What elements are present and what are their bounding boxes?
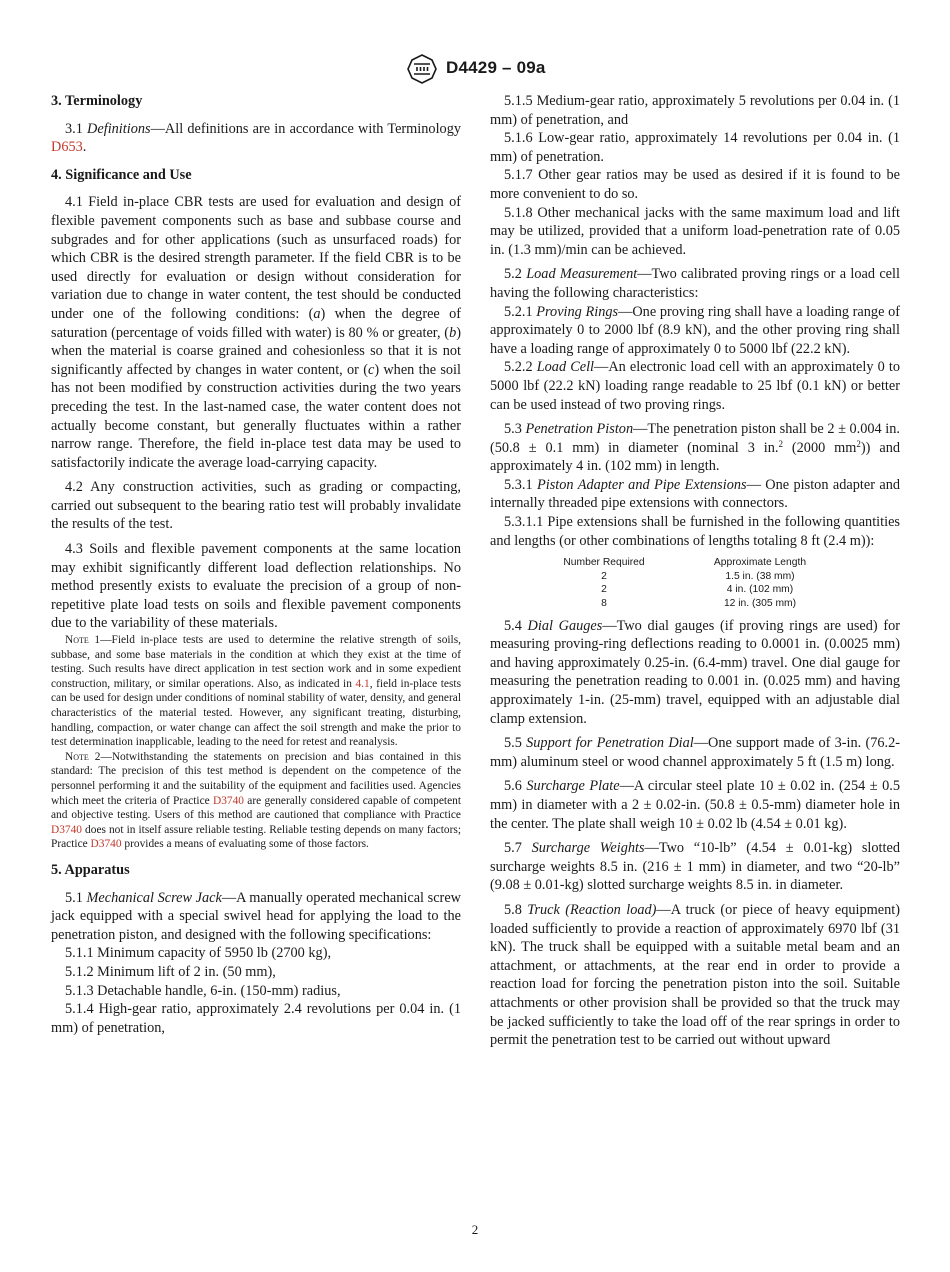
link-d3740[interactable]: D3740	[51, 823, 83, 836]
paragraph-5-1-5: 5.1.5 Medium-gear ratio, approximately 5 revolutions per 0.04 in. (1 mm) of penetration, and	[490, 93, 900, 128]
table-cell: 8	[601, 598, 607, 610]
paragraph-5-6: 5.6 Surcharge Plate—A circular steel plate 10 ± 0.02 in. (254 ± 0.5 mm) in diameter with a 2 ± 0.02-in. (50.8 ± 0.5-mm) diameter hole in the center. The plate shall weigh 10 ± 0.02 lb (4.54 ± 0.01 kg).	[490, 778, 900, 832]
astm-logo-icon	[405, 54, 439, 84]
page-number: 2	[471, 1222, 479, 1237]
paragraph-5-1-2: 5.1.2 Minimum lift of 2 in. (50 mm),	[65, 963, 276, 980]
paragraph-4-3: 4.3 Soils and flexible pavement components at the same location may exhibit significantly different load deflection relationships. No method presently exists to evaluate the precision of a group of non-repetitive plate load tests on soils and flexible pavement components due to the variability of these materials.	[51, 541, 461, 632]
page-header	[0, 54, 950, 86]
table-header-cell: Number Required	[563, 557, 645, 569]
right-column	[490, 92, 900, 1050]
paragraph-5-2-2: 5.2.2 Load Cell—An electronic load cell with an approximately 0 to 5000 lbf (22.2 kN) loading range readable to 25 lbf (0.1 kN) or better can be used instead of two proving rings.	[490, 359, 900, 413]
table-header-row	[548, 556, 860, 570]
link-d3740[interactable]: D3740	[212, 794, 244, 807]
note-1: Note 1—Field in-place tests are used to determine the relative strength of soils, subbase, and some base materials in the condition at which they exist at the time of testing. Such results have direct application in test section work and in some expedient construction, military, or similar operations. Also, as indicated in 4.1, field in-place tests can be used for design under conditions of nominal stability of water, density, and general characteristics of the material tested. However, any significant treating, disturbing, handling, compaction, or water change can affect the soil strength and make the prior to test determination inapplicable, leading to the need for retest and reanalysis.	[51, 634, 461, 749]
table-cell: 12 in. (305 mm)	[723, 598, 797, 610]
table-header-cell: Approximate Length	[713, 557, 807, 569]
pipe-extension-table	[548, 556, 860, 610]
left-column	[51, 92, 461, 1037]
table-cell: 2	[601, 570, 607, 582]
link-d3740[interactable]: D3740	[90, 838, 122, 851]
paragraph-5-8: 5.8 Truck (Reaction load)—A truck (or piece of heavy equipment) loaded sufficiently to provide a reaction of approximately 6970 lbf (31 kN). The truck shall be equipped with a suitable metal beam and an attachment, or attachments, at the rear end in order to provide a reaction load for forcing the penetration piston into the soil. Suitable attachments or other provision shall be provided so that the truck may be jacked sufficiently to take the load off of the rear springs in order to permit the penetration test to be carried out without upward	[490, 901, 901, 1049]
paragraph-5-1-4: 5.1.4 High-gear ratio, approximately 2.4 revolutions per 0.04 in. (1 mm) of penetration,	[51, 1001, 461, 1036]
table-row	[548, 597, 860, 611]
paragraph-5-1-1: 5.1.1 Minimum capacity of 5950 lb (2700 kg),	[65, 945, 332, 962]
table-cell: 1.5 in. (38 mm)	[725, 570, 795, 582]
paragraph-5-3-1-1: 5.3.1.1 Pipe extensions shall be furnished in the following quantities and lengths (or other combinations of lengths totaling 8 ft (2.4 m)):	[490, 514, 900, 549]
paragraph-5-4: 5.4 Dial Gauges—Two dial gauges (if proving rings are used) for measuring proving-ring deflections reading to 0.0001 in. (0.0025 mm) and having approximately 0.25-in. (6.4-mm) travel. One dial gauge for measuring the penetration reading to 0.001 in. (0.025 mm) and having approximately 1-in. (25-mm) travel, equipped with an adjustable dial clamp extension.	[490, 617, 901, 727]
paragraph-3-1: 3.1 Definitions—All definitions are in accordance with Terminology D653.	[51, 120, 461, 156]
table-cell: 4 in. (102 mm)	[726, 584, 794, 596]
paragraph-5-5: 5.5 Support for Penetration Dial—One support made of 3-in. (76.2-mm) aluminum steel or wood channel approximately 5 ft (1.5 m) long.	[490, 735, 900, 770]
paragraph-5-2-1: 5.2.1 Proving Rings—One proving ring shall have a loading range of approximately 0 to 2000 lbf (8.9 kN), and the other proving ring shall have a loading range of approximately 0 to 5000 lbf (22.2 kN).	[490, 303, 901, 357]
paragraph-4-1: 4.1 Field in-place CBR tests are used for evaluation and design of flexible pavement components such as base and subbase course and subgrades and for other applications (such as unsurfaced roads) for which CBR is the desired strength parameter. If the field CBR is to be used directly for evaluation or design without consideration for variation due to change in water content, the test should be conducted under one of the following conditions: (a) when the degree of saturation (percentage of voids filled with water) is 80 % or greater, (b) when the material is coarse grained and cohesionless so that it is not significantly affected by changes in water content, or (c) when the soil has not been modified by construction activities during the two years preceding the test. In the last-named case, the water content does not actually become constant, but generally fluctuates within a rather narrow range. Therefore, the field in-place test data may be used to satisfactorily indicate the average load-carrying capacity.	[51, 194, 461, 471]
paragraph-5-1-8: 5.1.8 Other mechanical jacks with the same maximum load and lift may be utilized, provided that a uniform load-penetration rate of 0.05 in. (1.3 mm)/min can be achieved.	[490, 204, 900, 258]
table-row	[548, 583, 860, 597]
paragraph-5-1-3: 5.1.3 Detachable handle, 6-in. (150-mm) radius,	[65, 982, 341, 999]
paragraph-5-1-7: 5.1.7 Other gear ratios may be used as desired if it is found to be more convenient to do so.	[490, 167, 900, 202]
link-4-1[interactable]: 4.1	[355, 677, 370, 690]
paragraph-5-3-1: 5.3.1 Piston Adapter and Pipe Extensions— One piston adapter and internally threaded pipe extensions with connectors.	[490, 476, 901, 512]
paragraph-5-2: 5.2 Load Measurement—Two calibrated proving rings or a load cell having the following characteristics:	[490, 266, 900, 301]
table-row	[548, 570, 860, 584]
paragraph-4-2: 4.2 Any construction activities, such as grading or compacting, carried out subsequent to the bearing ratio test will probably invalidate the results of the test.	[51, 479, 461, 533]
paragraph-5-1-6: 5.1.6 Low-gear ratio, approximately 14 revolutions per 0.04 in. (1 mm) of penetration.	[490, 130, 900, 165]
paragraph-5-3: 5.3 Penetration Piston—The penetration piston shall be 2 ± 0.004 in. (50.8 ± 0.1 mm) in diameter (nominal 3 in.$^2$ (2000 $mm^2$)) and approximately 4 in. (102 mm) in length.	[490, 421, 900, 475]
table-cell: 2	[601, 584, 607, 596]
document-designation: D4429 – 09a	[446, 58, 546, 77]
paragraph-5-1: 5.1 Mechanical Screw Jack—A manually operated mechanical screw jack equipped with a special swivel head for applying the load to the penetration piston, and designed with the following specifications:	[51, 889, 461, 943]
section-3-heading: 3. Terminology	[51, 93, 143, 109]
link-d653[interactable]: D653	[51, 139, 83, 156]
section-5-heading: 5. Apparatus	[51, 861, 130, 878]
paragraph-5-7: 5.7 Surcharge Weights—Two “10-lb” (4.54 ± 0.01-kg) slotted surcharge weights 8.5 in. (216 ± 1 mm) in diameter, and two “20-lb” (9.08 ± 0.01-kg) slotted surcharge weights 8.5 in. in diameter.	[490, 840, 900, 894]
note-2: Note 2—Notwithstanding the statements on precision and bias contained in this standard: The precision of this test method is dependent on the competence of the personnel performing it and the suitability of the equipment and facilities used. Agencies which meet the criteria of Practice D3740 are generally considered capable of competent and objective testing. Users of this method are cautioned that compliance with Practice D3740 does not in itself assure reliable testing. Reliable testing depends on many factors; Practice D3740 provides a means of evaluating some of those factors.	[51, 750, 461, 851]
section-4-heading: 4. Significance and Use	[51, 166, 192, 183]
